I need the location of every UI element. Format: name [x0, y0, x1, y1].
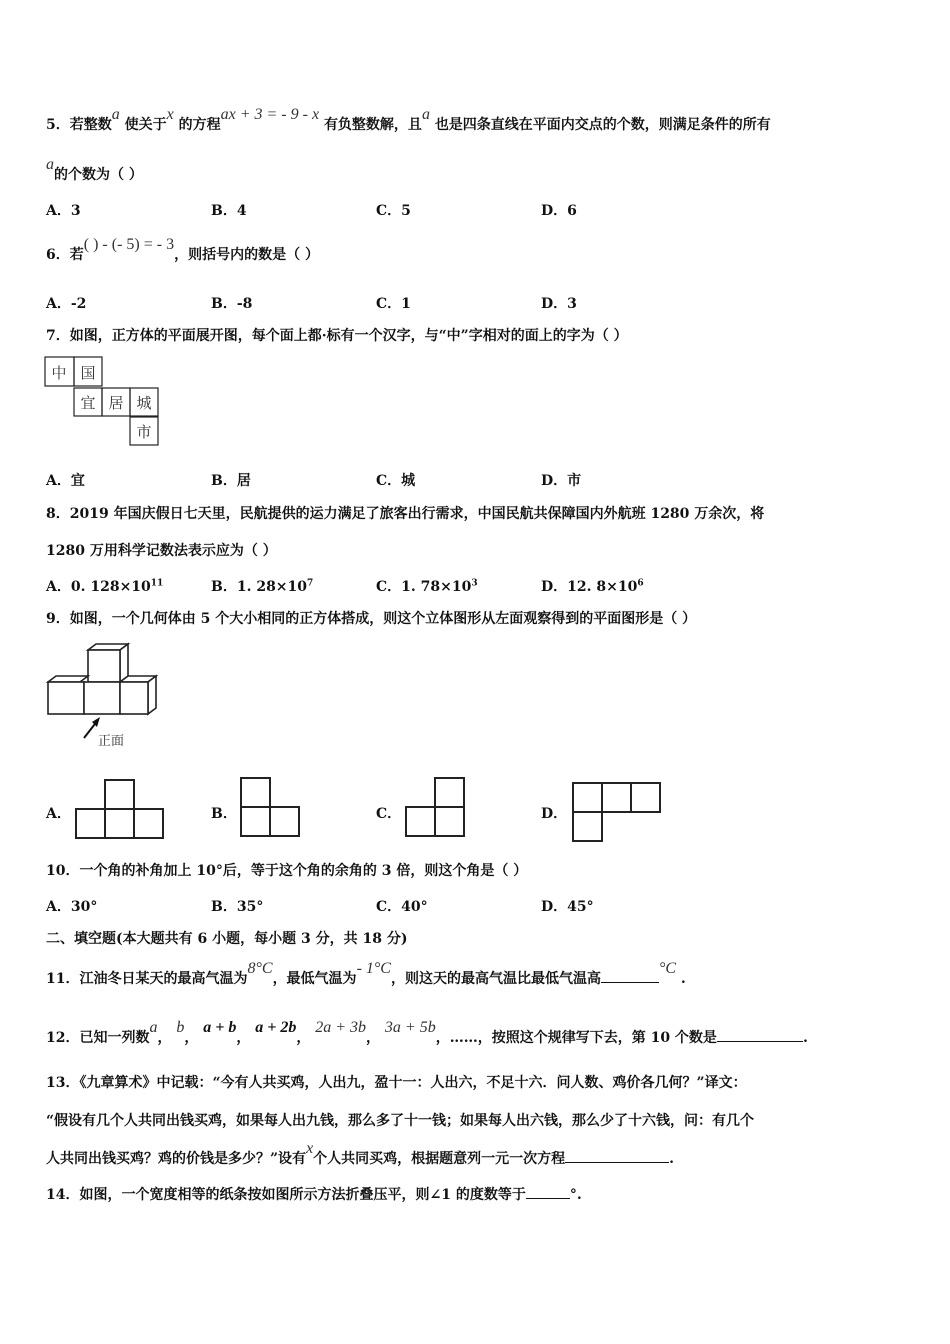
q7-option-a: A．宜	[46, 473, 85, 489]
q5-text-4: 有负整数解，且	[323, 117, 422, 133]
q10-option-b: B．35°	[211, 899, 264, 915]
q12-term-6: 3a + 5b	[384, 1019, 436, 1036]
q9-text: 9．如图，一个几何体由 5 个大小相同的正方体搭成，则这个立体图形从左面观察得到的平面图形是（ ）	[46, 611, 697, 627]
net-char-zhong: 中	[51, 364, 67, 382]
q5-var-a: a	[111, 106, 120, 123]
q10-option-c: C．40°	[376, 899, 428, 915]
q11-low-temp: - 1°C	[356, 960, 391, 977]
q7-option-d: D．市	[541, 473, 582, 489]
section-2-title: 二、填空题(本大题共有 6 小题，每小题 3 分，共 18 分)	[46, 931, 408, 947]
q12-term-3: a + b	[203, 1019, 237, 1036]
q11-text-3: ，则这天的最高气温比最低气温高	[390, 971, 601, 987]
q9-option-d-figure	[570, 780, 664, 844]
net-char-shi: 市	[136, 423, 152, 441]
q5-text-5: 也是四条直线在平面内交点的个数，则满足条件的所有	[434, 117, 771, 133]
q13-var-x: x	[306, 1140, 314, 1157]
q5-option-a: A．3	[46, 203, 81, 219]
q9-option-b-figure	[238, 776, 304, 840]
q9-option-a-figure	[73, 778, 167, 842]
q5-var-a-2: a	[421, 106, 430, 123]
q8-line2: 1280 万用科学记数法表示应为（ ）	[46, 543, 277, 559]
q6-text-1: 6．若	[46, 247, 84, 263]
q10-text: 10．一个角的补角加上 10°后，等于这个角的余角的 3 倍，则这个角是（ ）	[46, 863, 528, 879]
q5-number: 5．	[46, 117, 70, 133]
q9-option-d-label: D．	[541, 806, 568, 822]
q12-text-1: 12．已知一列数	[46, 1030, 150, 1046]
q11-unit: °C	[658, 960, 677, 977]
q13-line2: “假设有几个人共同出钱买鸡，如果每人出九钱，那么多了十一钱；如果每人出六钱，那么少了十六钱，问：有几个	[46, 1113, 755, 1129]
q9-option-c-label: C．	[376, 806, 402, 822]
q10-option-d: D．45°	[541, 899, 594, 915]
net-char-guo: 国	[80, 364, 96, 382]
q5-line1	[46, 106, 771, 134]
q10-option-a: A．30°	[46, 899, 98, 915]
q5-line2	[46, 156, 143, 184]
q5-var-a-3: a	[46, 156, 54, 173]
q11-line: 11．江油冬日某天的最高气温为8°C，最低气温为- 1°C，则这天的最高气温比最低气温高°C .	[46, 960, 686, 987]
q5-equation: ax + 3 = - 9 - x	[220, 106, 320, 123]
q12-text-2: ，……，按照这个规律写下去，第 10 个数是	[435, 1030, 717, 1046]
q14-answer-blank[interactable]	[526, 1184, 570, 1199]
q12-term-5: 2a + 3b	[315, 1019, 367, 1036]
q7-option-c: C．城	[376, 473, 416, 489]
q12-term-4: a + 2b	[255, 1019, 297, 1036]
q6-text-2: ，则括号内的数是（ ）	[174, 247, 319, 263]
q6-option-b: B．-8	[211, 296, 253, 312]
net-char-cheng: 城	[136, 394, 152, 412]
q5-option-b: B．4	[211, 203, 247, 219]
q12-answer-blank[interactable]	[717, 1027, 803, 1042]
q6-option-a: A．-2	[46, 296, 87, 312]
q9-option-b-label: B．	[211, 806, 237, 822]
q11-answer-blank[interactable]	[601, 968, 659, 983]
q7-option-b: B．居	[211, 473, 251, 489]
q5-text-1: 若整数	[69, 117, 112, 133]
q8-option-c: C．1. $78\times 10^3$	[376, 578, 478, 595]
q8-line1: 8．2019 年国庆假日七天里，民航提供的运力满足了旅客出行需求，中国民航共保障国内外航班 1280 万余次，将	[46, 506, 765, 522]
q9-option-c-figure	[403, 776, 469, 840]
q11-text-2: ，最低气温为	[272, 971, 357, 987]
q5-var-x: x	[166, 106, 174, 123]
q11-high-temp: 8°C	[247, 960, 273, 977]
q8-option-a: A．0. $128\times 10^{11}$	[46, 578, 164, 595]
q6-option-d: D．3	[541, 296, 577, 312]
q13-line1: 13．《九章算术》中记载：“今有人共买鸡，人出九，盈十一：人出六，不足十六．问人数、鸡价各几何？”译文：	[46, 1075, 747, 1091]
front-label: 正面	[98, 734, 125, 749]
q6-line	[46, 236, 319, 264]
q5-option-d: D．6	[541, 203, 577, 219]
cube-stack-figure	[44, 642, 164, 752]
q12-term-2: b	[176, 1019, 185, 1036]
q7-text: 7．如图，正方体的平面展开图，每个面上都·标有一个汉字，与“中”字相对的面上的字为（ ）	[46, 328, 628, 344]
q5-text-6: 的个数为（ ）	[54, 167, 143, 183]
q12-term-1: a	[149, 1019, 158, 1036]
q12-line: 12．已知一列数a， b， a + b， a + 2b， 2a + 3b， 3a + 5b，……，按照这个规律写下去，第 10 个数是 .	[46, 1019, 808, 1046]
q11-text-1: 11．江油冬日某天的最高气温为	[46, 971, 248, 987]
q9-option-a-label: A．	[46, 806, 71, 822]
q13-line3: 人共同出钱买鸡？鸡的价钱是多少？”设有x个人共同买鸡，根据题意列一元一次方程 .	[46, 1140, 675, 1167]
net-char-ju: 居	[108, 394, 124, 412]
q6-equation: ( ) - (- 5) = - 3	[83, 236, 175, 253]
q6-option-c: C．1	[376, 296, 411, 312]
q5-text-3: 的方程	[178, 117, 221, 133]
net-char-yi: 宜	[80, 394, 96, 412]
q13-answer-blank[interactable]	[565, 1148, 669, 1163]
q5-option-c: C．5	[376, 203, 411, 219]
q8-option-b: B．1. $28\times 10^7$	[211, 578, 314, 595]
cube-net-figure	[44, 356, 160, 450]
q5-text-2: 使关于	[124, 117, 167, 133]
q8-option-d: D．12. $8\times 10^6$	[541, 578, 644, 595]
q14-line: 14．如图，一个宽度相等的纸条按如图所示方法折叠压平，则∠1 的度数等于 °.	[46, 1184, 582, 1204]
